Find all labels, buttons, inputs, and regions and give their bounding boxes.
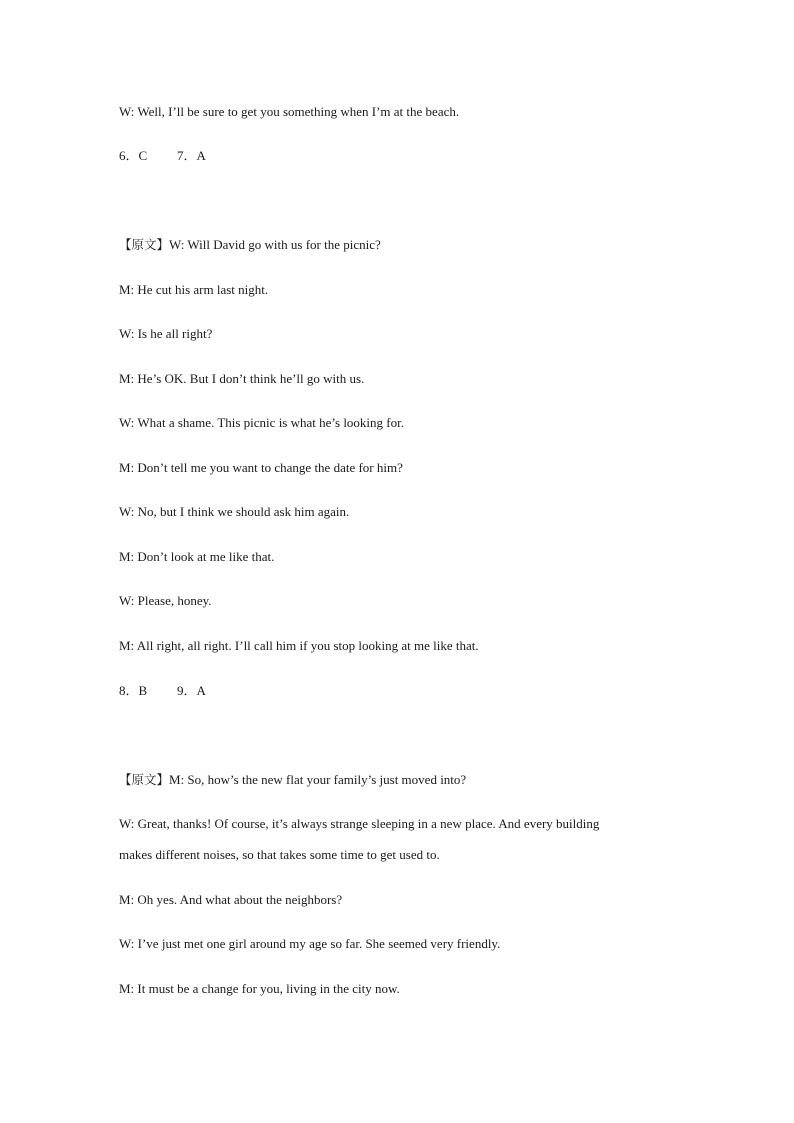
transcript-marker: 【原文】 <box>119 772 170 787</box>
dialogue-line: M: Don’t look at me like that. <box>119 549 275 564</box>
transcript-heading <box>119 237 679 253</box>
answer-6: 6．C <box>119 148 148 163</box>
dialogue-line: W: Is he all right? <box>119 326 213 341</box>
dialogue-line: W: Great, thanks! Of course, it’s always strange sleeping in a new place. And every building <box>119 816 600 831</box>
dialogue-line: M: Don’t tell me you want to change the date for him? <box>119 460 403 475</box>
dialogue-line: makes different noises, so that takes some time to get used to. <box>119 847 440 862</box>
dialogue-line: M: All right, all right. I’ll call him if you stop looking at me like that. <box>119 638 479 653</box>
transcript-marker: 【原文】 <box>119 237 170 252</box>
answer-row <box>119 148 679 164</box>
dialogue-line: M: He cut his arm last night. <box>119 282 269 297</box>
dialogue-line: M: Oh yes. And what about the neighbors? <box>119 892 343 907</box>
dialogue-line: M: It must be a change for you, living in the city now. <box>119 981 400 996</box>
dialogue-line: W: Well, I’ll be sure to get you something when I’m at the beach. <box>119 104 460 119</box>
answer-row <box>119 683 679 699</box>
answer-8: 8．B <box>119 683 148 698</box>
dialogue-line: W: What a shame. This picnic is what he’s looking for. <box>119 415 404 430</box>
dialogue-line: W: I’ve just met one girl around my age so far. She seemed very friendly. <box>119 936 501 951</box>
dialogue-line: W: Will David go with us for the picnic? <box>169 237 381 252</box>
dialogue-line: M: He’s OK. But I don’t think he’ll go with us. <box>119 371 365 386</box>
transcript-heading <box>119 772 679 788</box>
answer-9: 9．A <box>177 683 206 698</box>
answer-7: 7．A <box>177 148 206 163</box>
dialogue-line: W: Please, honey. <box>119 593 212 608</box>
dialogue-line: W: No, but I think we should ask him again. <box>119 504 350 519</box>
dialogue-line: M: So, how’s the new flat your family’s just moved into? <box>169 772 467 787</box>
